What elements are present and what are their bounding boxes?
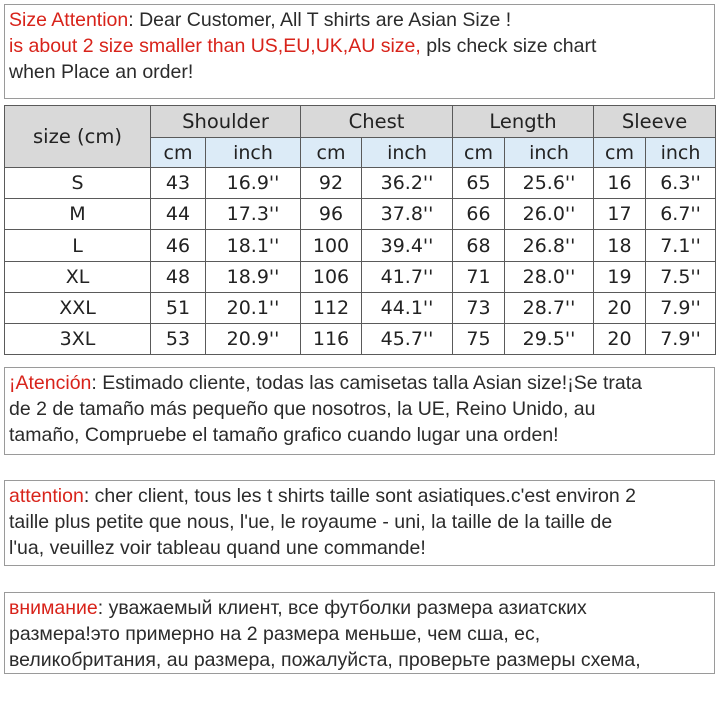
table-cell: 75 — [453, 323, 505, 354]
table-cell: 18.9'' — [206, 261, 301, 292]
table-cell: 96 — [301, 199, 362, 230]
table-cell: 7.9'' — [646, 323, 716, 354]
table-cell: 71 — [453, 261, 505, 292]
notice-english-line3: when Place an order! — [9, 61, 194, 83]
table-cell: 16.9'' — [206, 168, 301, 199]
table-cell: 73 — [453, 292, 505, 323]
notice-french-line3: l'ua, veuillez voir tableau quand une commande! — [9, 537, 426, 559]
sleeve-header: Sleeve — [594, 106, 716, 138]
table-row — [5, 230, 716, 261]
notice-russian-label: внимание — [9, 597, 98, 619]
table-cell: 46 — [151, 230, 206, 261]
notice-english-line1: Size Attention: Dear Customer, All T shirts are Asian Size ! — [9, 9, 512, 31]
notice-english-label: Size Attention — [9, 9, 129, 31]
notice-russian-line1: внимание: уважаемый клиент, все футболки размера азиатских — [9, 597, 587, 619]
table-cell: 6.3'' — [646, 168, 716, 199]
table-cell: 116 — [301, 323, 362, 354]
notice-russian — [4, 592, 715, 674]
notice-russian-line2: размера!это примерно на 2 размера меньше, чем сша, ес, — [9, 623, 541, 645]
table-cell: 19 — [594, 261, 646, 292]
table-cell: 20 — [594, 323, 646, 354]
unit-cm: cm — [151, 138, 206, 168]
table-cell: 100 — [301, 230, 362, 261]
table-cell: 53 — [151, 323, 206, 354]
table-cell: 26.0'' — [505, 199, 594, 230]
table-cell: 68 — [453, 230, 505, 261]
table-cell: 106 — [301, 261, 362, 292]
table-cell: 39.4'' — [362, 230, 453, 261]
table-cell: 6.7'' — [646, 199, 716, 230]
unit-cm: cm — [594, 138, 646, 168]
table-cell: 7.9'' — [646, 292, 716, 323]
table-cell: 25.6'' — [505, 168, 594, 199]
table-row — [5, 199, 716, 230]
chest-header: Chest — [301, 106, 453, 138]
table-cell: 36.2'' — [362, 168, 453, 199]
notice-french — [4, 480, 715, 566]
size-header: size (cm) — [5, 106, 151, 168]
notice-spanish-line1: ¡Atención: Estimado cliente, todas las camisetas talla Asian size!¡Se trata — [9, 372, 642, 394]
table-cell: 45.7'' — [362, 323, 453, 354]
notice-french-label: attention — [9, 485, 84, 507]
table-cell: 7.1'' — [646, 230, 716, 261]
length-header: Length — [453, 106, 594, 138]
table-cell: 18.1'' — [206, 230, 301, 261]
table-cell: 112 — [301, 292, 362, 323]
size-cell: M — [5, 199, 151, 230]
table-cell: 65 — [453, 168, 505, 199]
notice-spanish-line2: de 2 de tamaño más pequeño que nosotros, la UE, Reino Unido, au — [9, 398, 596, 420]
table-cell: 20.9'' — [206, 323, 301, 354]
unit-inch: inch — [646, 138, 716, 168]
table-cell: 16 — [594, 168, 646, 199]
notice-french-line2: taille plus petite que nous, l'ue, le royaume - uni, la taille de la taille de — [9, 511, 613, 533]
table-cell: 28.0'' — [505, 261, 594, 292]
table-cell: 7.5'' — [646, 261, 716, 292]
notice-spanish-line3: tamaño, Compruebe el tamaño grafico cuando lugar una orden! — [9, 424, 559, 446]
unit-inch: inch — [362, 138, 453, 168]
table-cell: 51 — [151, 292, 206, 323]
table-cell: 37.8'' — [362, 199, 453, 230]
table-cell: 28.7'' — [505, 292, 594, 323]
size-cell: XL — [5, 261, 151, 292]
table-cell: 17 — [594, 199, 646, 230]
unit-cm: cm — [453, 138, 505, 168]
notice-french-line1: attention: cher client, tous les t shirts taille sont asiatiques.c'est environ 2 — [9, 485, 636, 507]
size-cell: 3XL — [5, 323, 151, 354]
size-chart-table — [4, 105, 716, 355]
table-cell: 66 — [453, 199, 505, 230]
table-cell: 18 — [594, 230, 646, 261]
table-cell: 44.1'' — [362, 292, 453, 323]
table-cell: 20.1'' — [206, 292, 301, 323]
notice-russian-line3: великобритания, au размера, пожалуйста, проверьте размеры схема, — [9, 649, 641, 671]
notice-spanish-label: ¡Atención — [9, 372, 92, 394]
size-cell: XXL — [5, 292, 151, 323]
table-row — [5, 292, 716, 323]
notice-english — [4, 4, 715, 99]
unit-cm: cm — [301, 138, 362, 168]
size-cell: L — [5, 230, 151, 261]
notice-english-warning: is about 2 size smaller than US,EU,UK,AU size, — [9, 35, 421, 57]
shoulder-header: Shoulder — [151, 106, 301, 138]
table-row — [5, 323, 716, 354]
unit-inch: inch — [206, 138, 301, 168]
size-cell: S — [5, 168, 151, 199]
table-cell: 41.7'' — [362, 261, 453, 292]
table-cell: 26.8'' — [505, 230, 594, 261]
table-cell: 20 — [594, 292, 646, 323]
table-cell: 43 — [151, 168, 206, 199]
notice-spanish — [4, 367, 715, 455]
notice-english-line2: is about 2 size smaller than US,EU,UK,AU size, pls check size chart — [9, 35, 597, 57]
table-cell: 17.3'' — [206, 199, 301, 230]
table-row — [5, 261, 716, 292]
unit-inch: inch — [505, 138, 594, 168]
table-cell: 44 — [151, 199, 206, 230]
table-row — [5, 168, 716, 199]
table-cell: 29.5'' — [505, 323, 594, 354]
table-cell: 92 — [301, 168, 362, 199]
table-cell: 48 — [151, 261, 206, 292]
